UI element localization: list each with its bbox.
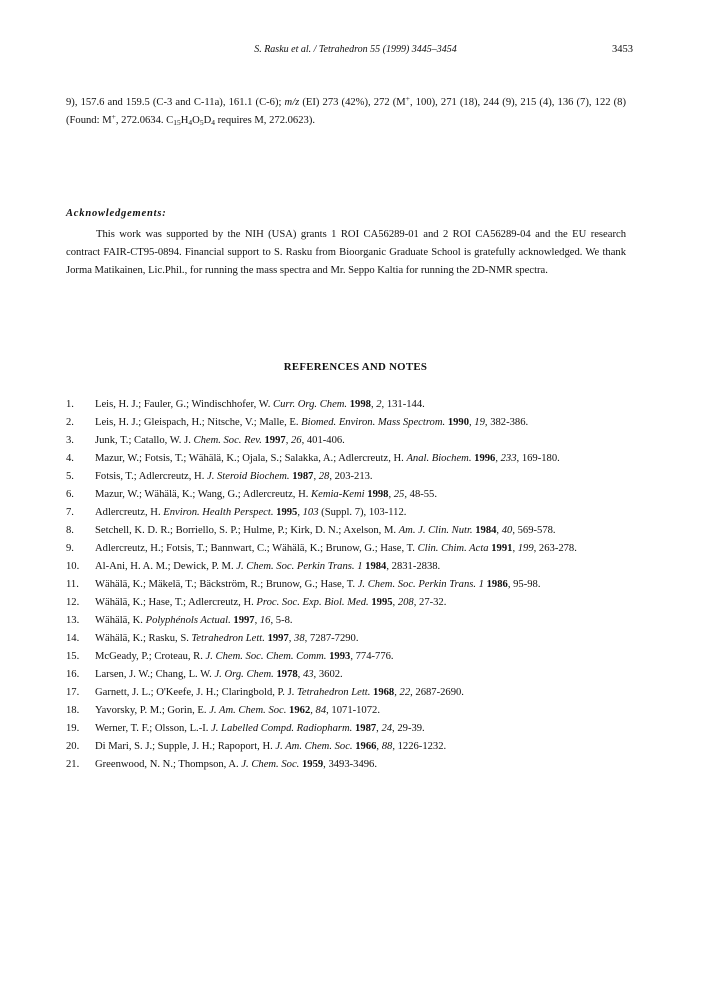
reference-year: 1998: [367, 489, 389, 500]
reference-pages: , 401-406.: [301, 435, 345, 446]
reference-item: [66, 450, 636, 468]
reference-number: 20.: [66, 741, 80, 752]
reference-number: 21.: [66, 759, 80, 770]
reference-authors: Wähälä, K.; Rasku, S.: [95, 633, 192, 644]
reference-number: 13.: [66, 615, 80, 626]
acknowledgements-heading: Acknowledgements:: [66, 208, 167, 219]
reference-number: 9.: [66, 543, 74, 554]
text-fragment: ,: [297, 669, 303, 680]
reference-pages: , 774-776.: [350, 651, 394, 662]
running-title: S. Rasku et al. / Tetrahedron 55 (1999) 3445–3454: [254, 44, 457, 55]
reference-year: 1966: [355, 741, 377, 752]
reference-year: 1984: [475, 525, 497, 536]
reference-authors: Setchell, K. D. R.; Borriello, S. P.; Hulme, P.; Kirk, D. N.; Axelson, M.: [95, 525, 399, 536]
reference-number: 14.: [66, 633, 80, 644]
reference-pages: , 95-98.: [507, 579, 541, 590]
reference-journal: Am. J. Clin. Nutr.: [398, 525, 473, 536]
reference-authors: Werner, T. F.; Olsson, L.-I.: [95, 723, 212, 734]
reference-journal: Polyphénols Actual.: [145, 615, 231, 626]
reference-pages: , 48-55.: [404, 489, 438, 500]
text-fragment: ,: [376, 741, 382, 752]
reference-journal: J. Chem. Soc.: [241, 759, 300, 770]
formula-element: O: [192, 115, 200, 126]
reference-authors: Leis, H. J.; Fauler, G.; Windischhofer, W.: [95, 399, 274, 410]
reference-number: 7.: [66, 507, 74, 518]
subscript: 4: [211, 118, 215, 127]
reference-authors: Leis, H. J.; Gleispach, H.; Nitsche, V.; Malle, E.: [95, 417, 302, 428]
reference-pages: , 3493-3496.: [323, 759, 378, 770]
reference-year: 1991: [491, 543, 513, 554]
reference-year: 1987: [354, 723, 377, 734]
text-fragment: ,: [495, 453, 501, 464]
text-fragment: ,: [285, 435, 291, 446]
reference-year: 1995: [371, 597, 393, 608]
reference-journal: Tetrahedron Lett.: [191, 633, 265, 644]
reference-year: 1995: [276, 507, 298, 518]
formula-element: D: [203, 115, 212, 126]
text-fragment: requires M, 272.0623).: [214, 115, 316, 126]
reference-pages: , 2687-2690.: [410, 687, 464, 698]
reference-year: 1997: [264, 435, 286, 446]
text-fragment: (EI) 273 (42%), 272 (M: [299, 97, 406, 108]
subscript: 4: [188, 118, 193, 127]
reference-pages: , 3602.: [313, 669, 343, 680]
reference-item: [66, 558, 636, 576]
reference-pages: , 263-278.: [533, 543, 577, 554]
reference-journal: J. Chem. Soc. Perkin Trans. 1: [357, 579, 484, 590]
reference-year: 1993: [329, 651, 351, 662]
reference-journal: J. Steroid Biochem.: [207, 471, 290, 482]
reference-number: 16.: [66, 669, 80, 680]
reference-year: 1996: [474, 453, 496, 464]
reference-volume: 2: [376, 399, 382, 410]
reference-item: [66, 396, 636, 414]
reference-year: 1990: [447, 417, 469, 428]
reference-journal: J. Am. Chem. Soc.: [275, 741, 353, 752]
reference-item: [66, 576, 636, 594]
reference-authors: Larsen, J. W.; Chang, L. W.: [95, 669, 215, 680]
reference-number: 8.: [66, 525, 74, 536]
text-fragment: ,: [254, 615, 260, 626]
text-fragment: ,: [310, 705, 316, 716]
text-fragment: ,: [388, 489, 394, 500]
continuation-paragraph: [66, 94, 626, 130]
reference-year: 1978: [276, 669, 298, 680]
page-header: [0, 44, 711, 60]
reference-volume: 208: [397, 597, 414, 608]
reference-number: 12.: [66, 597, 80, 608]
reference-journal: Biomed. Environ. Mass Spectrom.: [301, 417, 446, 428]
reference-pages: , 1226-1232.: [392, 741, 447, 752]
reference-authors: Mazur, W.; Fotsis, T.; Wähälä, K.; Ojala, S.; Salakka, A.; Adlercreutz, H.: [95, 453, 407, 464]
mz-label: m/z: [284, 97, 300, 108]
reference-item: [66, 486, 636, 504]
reference-pages: , 5-8.: [270, 615, 293, 626]
reference-item: [66, 594, 636, 612]
subscript: 5: [199, 118, 204, 127]
reference-volume: 24: [381, 723, 393, 734]
reference-authors: Wähälä, K.: [95, 615, 146, 626]
reference-volume: 16: [259, 615, 271, 626]
superscript: +: [111, 112, 116, 121]
reference-year: 1987: [292, 471, 314, 482]
reference-authors: Greenwood, N. N.; Thompson, A.: [95, 759, 242, 770]
reference-authors: Garnett, J. L.; O'Keefe, J. H.; Claringbold, P. J.: [95, 687, 297, 698]
acknowledgements-text: This work was supported by the NIH (USA) grants 1 ROI CA56289-01 and 2 ROI CA56289-04 and the EU research contract FAIR-CT95-0894. Financial support to S. Rasku from Bioorganic Graduate School is gratefully acknowledged. We thank Jorma Matikainen, Lic.Phil., for running the mass spectra and Mr. Seppo Kaltia for running the 2D-NMR spectra.: [66, 229, 626, 276]
reference-pages: , 131-144.: [381, 399, 425, 410]
reference-year: 1962: [289, 705, 311, 716]
reference-year: 1984: [365, 561, 387, 572]
reference-number: 1.: [66, 399, 74, 410]
reference-number: 18.: [66, 705, 80, 716]
reference-item: [66, 612, 636, 630]
reference-journal: Tetrahedron Lett.: [296, 687, 371, 698]
reference-journal: J. Org. Chem.: [214, 669, 274, 680]
reference-year: 1959: [301, 759, 324, 770]
reference-number: 3.: [66, 435, 74, 446]
text-fragment: ,: [496, 525, 502, 536]
reference-pages: , 2831-2838.: [386, 561, 441, 572]
reference-journal: Proc. Soc. Exp. Biol. Med.: [256, 597, 369, 608]
reference-year: 1997: [233, 615, 255, 626]
reference-authors: Al-Ani, H. A. M.; Dewick, P. M.: [95, 561, 237, 572]
reference-volume: 38: [294, 633, 305, 644]
reference-volume: 22: [399, 687, 411, 698]
reference-volume: 199: [517, 543, 534, 554]
reference-pages: , 169-180.: [516, 453, 560, 464]
reference-year: 1998: [349, 399, 371, 410]
formula-element: H: [180, 115, 189, 126]
reference-item: [66, 702, 636, 720]
reference-pages: , 27-32.: [413, 597, 447, 608]
reference-volume: 28: [318, 471, 330, 482]
reference-number: 4.: [66, 453, 74, 464]
reference-authors: McGeady, P.; Croteau, R.: [95, 651, 206, 662]
text-fragment: ,: [297, 507, 303, 518]
reference-item: [66, 468, 636, 486]
reference-number: 15.: [66, 651, 80, 662]
reference-volume: 103: [302, 507, 319, 518]
reference-item: [66, 756, 636, 774]
reference-item: [66, 540, 636, 558]
reference-item: [66, 630, 636, 648]
reference-year: 1968: [373, 687, 395, 698]
text-fragment: ,: [392, 597, 398, 608]
reference-volume: 19: [474, 417, 485, 428]
text-fragment: 9), 157.6 and 159.5 (C-3 and C-11a), 161.1 (C-6);: [66, 97, 285, 108]
text-fragment: ,: [288, 633, 295, 644]
text-fragment: ,: [370, 399, 377, 410]
reference-authors: Yavorsky, P. M.; Gorin, E.: [95, 705, 210, 716]
reference-authors: Wähälä, K.; Mäkelä, T.; Bäckström, R.; Brunow, G.; Hase, T.: [95, 579, 358, 590]
reference-journal: Environ. Health Perspect.: [163, 507, 274, 518]
reference-volume: 233: [500, 453, 517, 464]
reference-number: 17.: [66, 687, 80, 698]
reference-pages: , 7287-7290.: [304, 633, 359, 644]
reference-authors: Mazur, W.; Wähälä, K.; Wang, G.; Adlercreutz, H.: [95, 489, 312, 500]
text-fragment: ,: [469, 417, 475, 428]
reference-item: [66, 738, 636, 756]
reference-journal: J. Am. Chem. Soc.: [209, 705, 287, 716]
reference-number: 19.: [66, 723, 80, 734]
reference-number: 11.: [66, 579, 79, 590]
text-fragment: ,: [394, 687, 400, 698]
reference-journal: Chem. Soc. Rev.: [193, 435, 262, 446]
reference-volume: 88: [381, 741, 393, 752]
reference-journal: Kemia-Kemi: [311, 489, 365, 500]
reference-authors: Adlercreutz, H.; Fotsis, T.; Bannwart, C.; Wähälä, K.; Brunow, G.; Hase, T.: [95, 543, 418, 554]
reference-authors: Adlercreutz, H.: [95, 507, 164, 518]
reference-authors: Junk, T.; Catallo, W. J.: [95, 435, 194, 446]
reference-volume: 26: [290, 435, 302, 446]
reference-year: 1986: [486, 579, 508, 590]
reference-volume: 43: [302, 669, 314, 680]
text-fragment: , 272.0634. C: [115, 115, 174, 126]
subscript: 15: [173, 118, 181, 127]
reference-pages: , 1071-1072.: [326, 705, 380, 716]
reference-item: [66, 414, 636, 432]
text-fragment: ,: [313, 471, 319, 482]
reference-volume: 40: [501, 525, 513, 536]
reference-journal: Curr. Org. Chem.: [273, 399, 348, 410]
reference-item: [66, 666, 636, 684]
reference-number: 2.: [66, 417, 74, 428]
reference-volume: 84: [315, 705, 327, 716]
reference-number: 5.: [66, 471, 74, 482]
reference-item: [66, 432, 636, 450]
reference-item: [66, 522, 636, 540]
reference-journal: Clin. Chim. Acta: [417, 543, 489, 554]
reference-journal: J. Labelled Compd. Radiopharm.: [211, 723, 353, 734]
reference-pages: , 29-39.: [392, 723, 425, 734]
text-fragment: ,: [512, 543, 518, 554]
reference-pages: , 382-386.: [484, 417, 529, 428]
reference-pages: (Suppl. 7), 103-112.: [318, 507, 407, 518]
reference-journal: Anal. Biochem.: [406, 453, 472, 464]
references-list: [66, 396, 636, 774]
text-fragment: , 100), 271 (18), 244 (9), 215 (4), 136 (7), 122 (8) (Found: M: [66, 97, 626, 126]
reference-number: 6.: [66, 489, 74, 500]
reference-pages: , 203-213.: [329, 471, 373, 482]
reference-number: 10.: [66, 561, 80, 572]
reference-item: [66, 720, 636, 738]
reference-pages: , 569-578.: [512, 525, 556, 536]
reference-item: [66, 684, 636, 702]
reference-authors: Di Mari, S. J.; Supple, J. H.; Rapoport, H.: [95, 741, 276, 752]
reference-volume: 25: [393, 489, 405, 500]
references-heading: REFERENCES AND NOTES: [283, 361, 428, 373]
reference-journal: J. Chem. Soc. Perkin Trans. 1: [236, 561, 363, 572]
text-fragment: ,: [376, 723, 382, 734]
reference-authors: Wähälä, K.; Hase, T.; Adlercreutz, H.: [95, 597, 257, 608]
reference-authors: Fotsis, T.; Adlercreutz, H.: [95, 471, 208, 482]
reference-item: [66, 648, 636, 666]
page-number: 3453: [612, 44, 633, 55]
reference-journal: J. Chem. Soc. Chem. Comm.: [205, 651, 327, 662]
superscript: +: [405, 94, 410, 103]
reference-year: 1997: [267, 633, 289, 644]
reference-item: [66, 504, 636, 522]
